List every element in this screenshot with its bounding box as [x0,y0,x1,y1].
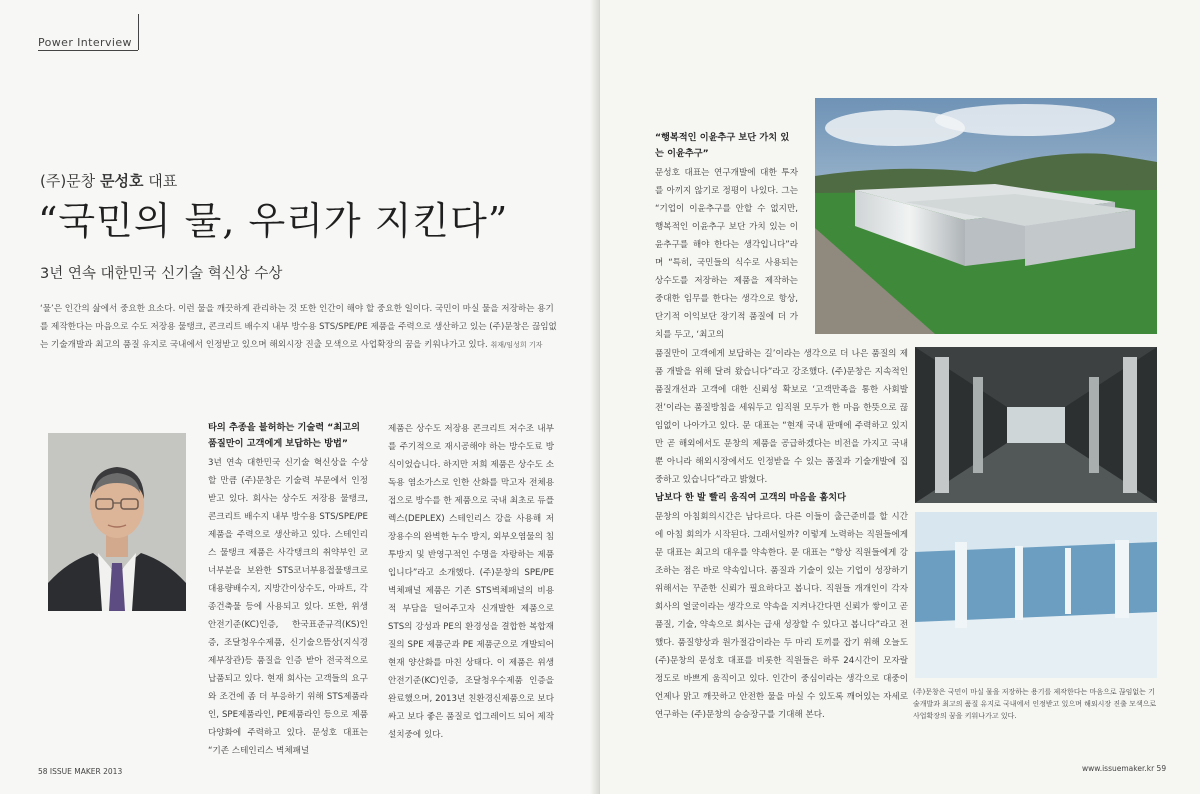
section-rule [38,50,138,51]
column-3-text: 문성호 대표는 연구개발에 대한 투자를 아끼지 않기로 정평이 나있다. 그는 “기업이 이윤추구를 안할 수 없지만, 행복적인 이윤추구 보단 가치 있는 이윤추구를 해야 한다는 생각입니다”라며 “특히, 국민들의 식수로 사용되는 상수도를 저장하는 제품을 제작하는 중대한 임무를 한다는 생각으로 항상, 단기적 이익보단 장기적 품질에 더 가치를 두고, ‘최고의 [655,168,798,340]
section-divider [138,14,139,50]
interior-illustration-2 [915,512,1157,678]
column-1-text: 3년 연속 대한민국 신기술 혁신상을 수상할 만큼 (주)문창은 기술력 부문에서 인정받고 있다. 회사는 상수도 저장용 물탱크, 콘크리트 배수지 내부 방수용 STS/SPE/PE 제품을 주력으로 생산하고 있다. 스테인리스 물탱크 제품은 사각탱크의 취약부인 코너부분을 보완한 STS코너부용접물탱크로 대용량배수지, 지방간이상수도, 아파트, 각종건축물 등에 사용되고 있다. 또한, 위생안전기준(KC)인증, 한국표준규격(KS)인증, 조달청우수제품, 신기술으뜸상(지식경제부장관)등 품질을 인증 받아 전국적으로 납품되고 있다. 현재 회사는 고객들의 요구와 조건에 좀 더 부응하기 위해 STS제품라인, SPE제품라인, PE제품라인 등으로 제품 다양화에 주력하고 있다. 문성호 대표는 “기존 스테인리스 벽체패널 [208,458,368,756]
lead-text: ‘물’은 인간의 삶에서 중요한 요소다. 이런 물을 깨끗하게 관리하는 것 또한 인간이 해야 할 중요한 일이다. 국민이 마실 물을 저장하는 용기를 제작한다는 마음으로 수도 저장용 물탱크, 콘크리트 배수지 내부 방수용 STS/SPE/PE 제품을 주력으로 생산하고 있는 (주)문창은 끊임없는 기술개발과 최고의 품질 유지로 국내에서 인정받고 있으며 해외시장 진출 모색으로 사업확장의 꿈을 키워나가고 있다. [40,304,557,350]
lead-byline: 취재/임성희 기자 [490,341,543,349]
article-column-4 [655,345,908,489]
kicker [40,170,177,191]
article-column-2 [388,420,554,744]
photo-caption: (주)문창은 국민이 마실 물을 저장하는 용기를 제작한다는 마음으로 끊임없는 기술개발과 최고의 품질 유지로 국내에서 인정받고 있으며 해외시장 진출 모색으로 사업확장의 꿈을 키워나가고 있다. [913,688,1157,720]
column-2-text: 제품은 상수도 저장용 콘크리트 저수조 내부를 주기적으로 재시공해야 하는 방수도료 방식이었습니다. 하지만 저희 제품은 상수도 소독용 염소가스로 인한 산화를 막고자 전체용접으로 방수를 한 제품으로 국내 최초로 듀플렉스(DEPLEX) 스테인리스 강을 사용해 저장용수의 완벽한 누수 방지, 외부오염물의 침투방지 및 반영구적인 수명을 자랑하는 제품입니다”라고 소개했다. (주)문창의 SPE/PE 벽체패널 제품은 기존 STS벽체패널의 비용적 부담을 덜어주고자 신개발한 제품으로 STS의 강성과 PE의 환경성을 결합한 복합재질의 SPE 제품군과 PE 제품군으로 개발되어 현재 양산화를 마친 상태다. 이 제품은 위생안전기준(KC)인증, 조달청우수제품 인증을 완료했으며, 2013년 친환경신제품으로 보다 싸고 보다 좋은 품질로 업그레이드 되어 제작 설치중에 있다. [388,424,554,740]
column-5-text: 문창의 아침회의시간은 남다르다. 다른 이들이 출근준비를 할 시간에 아침 회의가 시작된다. 그래서일까? 이렇게 노력하는 직원들에게 문 대표는 최고의 대우를 약속한다. 문 대표는 “항상 직원들에게 강조하는 점은 바로 약속입니다. 품질과 기술이 있는 기업이 성장하기 위해서는 꾸준한 신뢰가 필요하다고 봅니다. 직원들 개개인이 각자 회사의 얼굴이라는 생각으로 약속을 지켜나간다면 신뢰가 쌓이고 곧 품질, 기술, 약속으로 회사는 급새 성장할 수 있다고 봅니다”라고 전했다. 품질향상과 원가절감이라는 두 마리 토끼를 잡기 위해 오늘도 (주)문창의 문성호 대표를 비롯한 직원들은 하루 24시간이 모자랄 정도로 바쁘게 움직이고 있다. 인간이 중심이라는 생각으로 대중이 언제나 맑고 깨끗하고 안전한 물을 마실 수 있도록 깨어있는 자세로 연구하는 (주)문창의 승승장구를 기대해 본다. [655,512,908,720]
headline: “국민의 물, 우리가 지킨다” [38,199,509,243]
section-tag: Power Interview [38,36,132,49]
subheading-value: “행복적인 이윤추구 보단 가치 있는 이윤추구” [655,132,790,159]
reservoir-exterior-illustration [815,98,1157,334]
reservoir-interior-photo-2 [915,512,1157,678]
kicker-name: 문성호 [99,172,144,190]
subheading-technology: 타의 추종을 불허하는 기술력 “최고의 품질만이 고객에게 보답하는 방법” [208,422,360,449]
article-column-1 [208,420,368,760]
reservoir-exterior-photo [815,98,1157,334]
right-page [600,0,1200,794]
portrait-illustration [48,433,186,611]
page-number-left: 58 ISSUE MAKER 2013 [38,767,123,776]
reservoir-interior-photo-1 [915,347,1157,503]
page-number-right: www.issuemaker.kr 59 [1082,764,1167,773]
left-page [0,0,596,794]
article-column-3 [655,130,798,344]
subheading-customer: 남보다 한 발 빨리 움직여 고객의 마음을 훔치다 [655,492,847,503]
subhead: 3년 연속 대한민국 신기술 혁신상 수상 [40,266,283,282]
lead-paragraph [40,300,560,354]
portrait-photo [48,433,186,611]
kicker-company: (주)문창 [40,172,96,190]
kicker-title: 대표 [148,172,178,190]
column-4-text: 품질만이 고객에게 보답하는 길’이라는 생각으로 더 나은 품질의 제품 개발을 위해 달려 왔습니다”라고 강조했다. (주)문창은 지속적인 품질개선과 고객에 대한 신뢰성 확보로 ‘고객만족을 통한 사회발전’이라는 품질방침을 세워두고 임직원 모두가 한 마음 한뜻으로 끊임없이 나아가고 있다. 문 대표는 “현재 국내 판매에 주력하고 있지만 곧 해외에서도 문창의 제품을 공급하겠다는 비전을 가지고 국내 뿐 아니라 해외시장에서도 인정받을 수 있는 품질과 기술개발에 집중하고 있습니다”라고 밝혔다. [655,349,908,485]
article-column-5 [655,490,908,724]
interior-illustration-1 [915,347,1157,503]
